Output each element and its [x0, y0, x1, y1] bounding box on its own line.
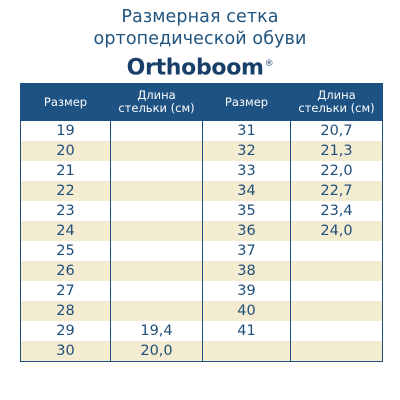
- registered-mark: ®: [264, 59, 274, 69]
- size-chart-table: [20, 83, 383, 362]
- page-title-line-1: Размерная сетка: [121, 7, 279, 27]
- size-cell: 29: [21, 321, 111, 341]
- size-cell: 20: [21, 141, 111, 161]
- size-cell: [203, 341, 291, 362]
- insole-length-cell: [111, 241, 203, 261]
- brand-name: Orthoboom: [126, 55, 264, 81]
- size-cell: 30: [21, 341, 111, 362]
- table-row: [21, 201, 383, 221]
- insole-length-cell: 22,7: [291, 181, 383, 201]
- title-block: [0, 6, 400, 50]
- insole-length-cell: [111, 141, 203, 161]
- size-cell: 38: [203, 261, 291, 281]
- insole-length-cell: [111, 301, 203, 321]
- column-header-insole-length: [111, 84, 203, 121]
- size-cell: 28: [21, 301, 111, 321]
- insole-length-cell: 21,3: [291, 141, 383, 161]
- size-cell: 39: [203, 281, 291, 301]
- size-cell: 34: [203, 181, 291, 201]
- column-header-insole-length-line-2: стельки (см): [298, 101, 375, 115]
- table-row: [21, 121, 383, 142]
- insole-length-cell: [111, 161, 203, 181]
- table-row: [21, 301, 383, 321]
- page-title-line-2: ортопедической обуви: [93, 29, 307, 49]
- insole-length-cell: [291, 301, 383, 321]
- size-cell: 27: [21, 281, 111, 301]
- size-cell: 25: [21, 241, 111, 261]
- column-header-insole-length-line-1: Длина: [137, 88, 176, 102]
- insole-length-cell: [291, 341, 383, 362]
- size-cell: 32: [203, 141, 291, 161]
- insole-length-cell: 20,0: [111, 341, 203, 362]
- column-header-insole-length-line-1: Длина: [317, 88, 356, 102]
- insole-length-cell: [291, 321, 383, 341]
- insole-length-cell: [111, 201, 203, 221]
- insole-length-cell: [291, 241, 383, 261]
- insole-length-cell: [111, 181, 203, 201]
- column-header-size: Размер: [203, 84, 291, 121]
- table-row: [21, 261, 383, 281]
- size-cell: 31: [203, 121, 291, 142]
- insole-length-cell: [111, 221, 203, 241]
- insole-length-cell: 22,0: [291, 161, 383, 181]
- table-row: [21, 161, 383, 181]
- column-header-size: Размер: [21, 84, 111, 121]
- size-cell: 23: [21, 201, 111, 221]
- table-header-row: [21, 84, 383, 121]
- table-row: [21, 141, 383, 161]
- size-chart-body: [21, 121, 383, 362]
- column-header-insole-length: [291, 84, 383, 121]
- insole-length-cell: [111, 261, 203, 281]
- table-row: [21, 281, 383, 301]
- insole-length-cell: 24,0: [291, 221, 383, 241]
- table-row: [21, 321, 383, 341]
- insole-length-cell: [291, 261, 383, 281]
- table-row: [21, 181, 383, 201]
- brand-logo: [0, 51, 400, 81]
- size-cell: 22: [21, 181, 111, 201]
- table-row: [21, 221, 383, 241]
- size-cell: 41: [203, 321, 291, 341]
- size-cell: 35: [203, 201, 291, 221]
- insole-length-cell: 19,4: [111, 321, 203, 341]
- table-row: [21, 341, 383, 362]
- insole-length-cell: [291, 281, 383, 301]
- size-cell: 37: [203, 241, 291, 261]
- insole-length-cell: [111, 121, 203, 142]
- size-cell: 40: [203, 301, 291, 321]
- table-row: [21, 241, 383, 261]
- size-cell: 33: [203, 161, 291, 181]
- size-cell: 24: [21, 221, 111, 241]
- size-cell: 36: [203, 221, 291, 241]
- insole-length-cell: 23,4: [291, 201, 383, 221]
- insole-length-cell: 20,7: [291, 121, 383, 142]
- size-cell: 21: [21, 161, 111, 181]
- column-header-insole-length-line-2: стельки (см): [118, 101, 195, 115]
- insole-length-cell: [111, 281, 203, 301]
- size-cell: 26: [21, 261, 111, 281]
- size-cell: 19: [21, 121, 111, 142]
